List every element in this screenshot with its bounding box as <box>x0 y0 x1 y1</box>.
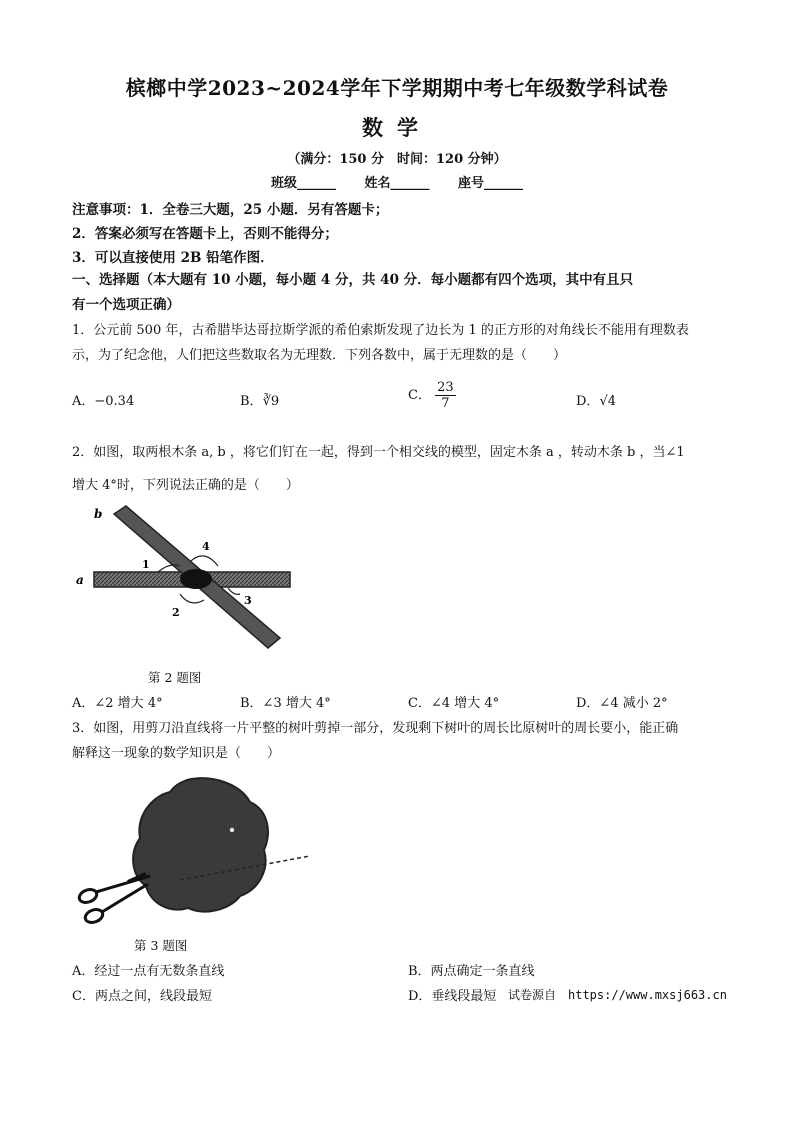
class-field: 班级______ <box>270 176 336 191</box>
source-watermark: 试卷源自 https://www.mxsj663.cn <box>508 988 727 1002</box>
q1-option-c <box>408 380 456 411</box>
q3-line2: 解释这一现象的数学知识是（ ） <box>72 746 281 761</box>
score-time: （满分：150 分 时间：120 分钟） <box>287 152 507 167</box>
fraction-numerator: 23 <box>437 380 454 395</box>
fraction <box>435 380 456 411</box>
option-label: D． <box>576 394 600 409</box>
note-3: 3．可以直接使用 2B 铅笔作图． <box>72 250 274 266</box>
q1-line1: 1．公元前 500 年，古希腊毕达哥拉斯学派的希伯索斯发现了边长为 1 的正方形的对角线长不能用有理数表 <box>72 323 689 338</box>
option-label: A． <box>72 394 95 409</box>
fraction-denominator: 7 <box>441 396 450 411</box>
q1-option-a <box>72 390 134 409</box>
q3-figure-leaf-scissors <box>72 770 322 930</box>
exam-title: 槟榔中学2023~2024学年下学期期中考七年级数学科试卷 <box>125 76 669 100</box>
label-angle-2: 2 <box>172 606 180 619</box>
option-value: −0.34 <box>94 394 135 409</box>
q3-figure-caption: 第 3 题图 <box>134 938 188 953</box>
label-b: b <box>94 507 103 521</box>
q2-option-a: A．∠2 增大 4° <box>72 696 163 711</box>
option-label: C． <box>408 388 431 403</box>
q1-option-d <box>576 390 616 409</box>
q3-option-b: B．两点确定一条直线 <box>408 964 535 979</box>
section-heading-line1: 一、选择题（本大题有 10 小题，每小题 4 分，共 40 分．每小题都有四个选项，其中有且只 <box>72 272 634 288</box>
subject-title: 数学 <box>362 115 432 140</box>
label-angle-4: 4 <box>202 540 210 553</box>
angle-2-arc <box>180 594 204 603</box>
q2-line1: 2．如图，取两根木条 a, b ，将它们钉在一起，得到一个相交线的模型，固定木条 a ，转动木条 b ，当∠1 <box>72 445 685 460</box>
q2-figure-caption: 第 2 题图 <box>148 670 202 685</box>
label-angle-3: 3 <box>244 594 252 607</box>
q3-option-d: D．垂线段最短 <box>408 989 497 1004</box>
q2-option-b: B．∠3 增大 4° <box>240 696 331 711</box>
note-2: 2．答案必须写在答题卡上，否则不能得分； <box>72 226 338 242</box>
angle-3-arc <box>228 588 240 594</box>
note-1: 注意事项：1．全卷三大题，25 小题．另有答题卡； <box>72 202 389 218</box>
q1-option-b <box>240 390 279 409</box>
option-label: B． <box>240 394 263 409</box>
option-value: ∛9 <box>262 394 280 409</box>
q3-option-c: C．两点之间，线段最短 <box>72 989 212 1004</box>
label-a: a <box>76 573 84 587</box>
label-angle-1: 1 <box>142 558 150 571</box>
leaf-icon <box>133 778 268 911</box>
option-value: √4 <box>599 394 616 409</box>
section-heading-line2: 有一个选项正确） <box>72 297 180 313</box>
name-field: 姓名______ <box>364 176 430 191</box>
leaf-center-dot <box>230 828 234 832</box>
student-info-line <box>0 172 794 191</box>
q1-line2: 示，为了纪念他，人们把这些数取名为无理数．下列各数中，属于无理数的是（ ） <box>72 348 567 363</box>
q2-figure-crossing-sticks <box>72 500 302 660</box>
seat-field: 座号______ <box>458 176 524 191</box>
intersection-mark <box>180 569 212 589</box>
q3-line1: 3．如图，用剪刀沿直线将一片平整的树叶剪掉一部分，发现剩下树叶的周长比原树叶的周长要小，能正确 <box>72 721 679 736</box>
q2-line2: 增大 4°时，下列说法正确的是（ ） <box>72 478 299 493</box>
scissors-icon <box>77 874 150 925</box>
q2-option-d: D．∠4 减小 2° <box>576 696 668 711</box>
q3-option-a: A．经过一点有无数条直线 <box>72 964 225 979</box>
q2-option-c: C．∠4 增大 4° <box>408 696 500 711</box>
